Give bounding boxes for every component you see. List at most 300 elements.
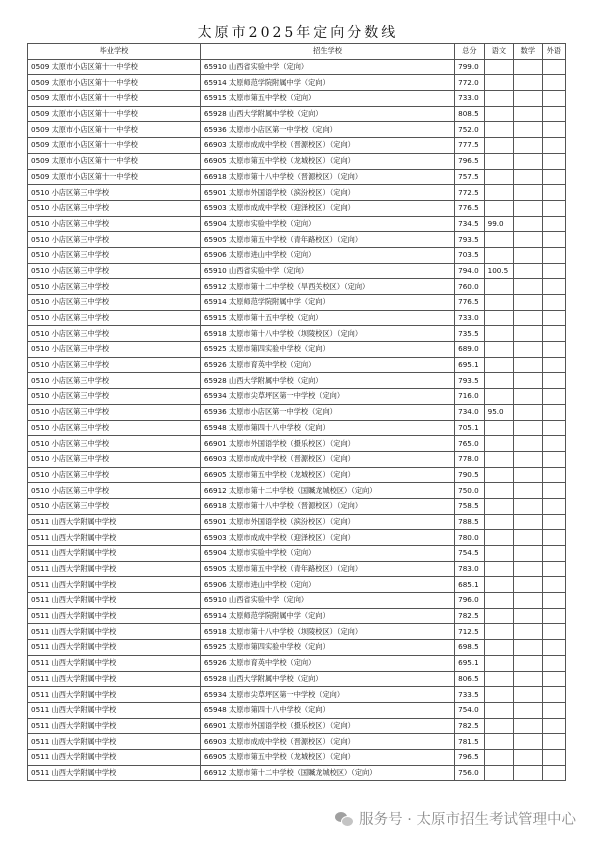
cell-math — [514, 624, 542, 640]
cell-total: 757.5 — [455, 169, 484, 185]
cell-total: 712.5 — [455, 624, 484, 640]
cell-math — [514, 420, 542, 436]
cell-school: 0510 小店区第三中学校 — [28, 373, 201, 389]
cell-recruit: 66901 太原市外国语学校（摄乐校区）（定向） — [200, 436, 454, 452]
cell-total: 758.5 — [455, 498, 484, 514]
cell-foreign — [542, 702, 565, 718]
cell-math — [514, 608, 542, 624]
cell-foreign — [542, 216, 565, 232]
footer-text: 服务号 · 太原市招生考试管理中心 — [359, 812, 576, 828]
cell-chinese — [484, 498, 513, 514]
table-row — [28, 357, 566, 373]
cell-total: 772.0 — [455, 75, 484, 91]
header-total: 总分 — [455, 44, 484, 60]
cell-chinese — [484, 483, 513, 499]
cell-school: 0511 山西大学附属中学校 — [28, 687, 201, 703]
cell-foreign — [542, 169, 565, 185]
cell-school: 0510 小店区第三中学校 — [28, 279, 201, 295]
cell-recruit: 65901 太原市外国语学校（滨汾校区）（定向） — [200, 185, 454, 201]
cell-chinese — [484, 514, 513, 530]
cell-total: 756.0 — [455, 765, 484, 781]
cell-school: 0510 小店区第三中学校 — [28, 498, 201, 514]
table-row — [28, 91, 566, 107]
cell-total: 754.0 — [455, 702, 484, 718]
cell-school: 0510 小店区第三中学校 — [28, 263, 201, 279]
cell-chinese — [484, 342, 513, 358]
cell-math — [514, 687, 542, 703]
cell-math — [514, 169, 542, 185]
table-row — [28, 185, 566, 201]
table-row — [28, 577, 566, 593]
cell-foreign — [542, 655, 565, 671]
cell-foreign — [542, 232, 565, 248]
cell-foreign — [542, 436, 565, 452]
cell-chinese — [484, 373, 513, 389]
cell-math — [514, 498, 542, 514]
cell-total: 734.5 — [455, 216, 484, 232]
table-row — [28, 404, 566, 420]
cell-chinese — [484, 734, 513, 750]
cell-math — [514, 749, 542, 765]
cell-recruit: 65915 太原市第五中学校（定向） — [200, 91, 454, 107]
cell-foreign — [542, 310, 565, 326]
cell-foreign — [542, 577, 565, 593]
cell-total: 750.0 — [455, 483, 484, 499]
cell-school: 0511 山西大学附属中学校 — [28, 624, 201, 640]
table-row — [28, 734, 566, 750]
cell-total: 808.5 — [455, 106, 484, 122]
cell-recruit: 65914 太原师范学院附属中学（定向） — [200, 295, 454, 311]
cell-foreign — [542, 608, 565, 624]
cell-total: 685.1 — [455, 577, 484, 593]
table-row — [28, 702, 566, 718]
cell-foreign — [542, 279, 565, 295]
cell-recruit: 66903 太原市成成中学校（晋源校区）（定向） — [200, 451, 454, 467]
cell-math — [514, 232, 542, 248]
cell-chinese — [484, 718, 513, 734]
cell-recruit: 65905 太原市第五中学校（青年路校区）（定向） — [200, 232, 454, 248]
cell-chinese — [484, 765, 513, 781]
cell-chinese — [484, 200, 513, 216]
wechat-icon — [335, 811, 353, 826]
cell-total: 799.0 — [455, 59, 484, 75]
cell-math — [514, 326, 542, 342]
cell-chinese — [484, 530, 513, 546]
cell-total: 794.0 — [455, 263, 484, 279]
header-chinese: 语文 — [484, 44, 513, 60]
cell-math — [514, 389, 542, 405]
cell-total: 783.0 — [455, 561, 484, 577]
cell-total: 782.5 — [455, 718, 484, 734]
table-row — [28, 279, 566, 295]
table-row — [28, 765, 566, 781]
cell-total: 760.0 — [455, 279, 484, 295]
cell-recruit: 66912 太原市第十二中学校（国贓龙城校区）（定向） — [200, 765, 454, 781]
cell-foreign — [542, 263, 565, 279]
table-row — [28, 232, 566, 248]
cell-total: 689.0 — [455, 342, 484, 358]
cell-total: 695.1 — [455, 357, 484, 373]
cell-total: 735.5 — [455, 326, 484, 342]
cell-total: 705.1 — [455, 420, 484, 436]
table-row — [28, 59, 566, 75]
cell-chinese — [484, 357, 513, 373]
table-row — [28, 106, 566, 122]
cell-chinese — [484, 593, 513, 609]
cell-math — [514, 279, 542, 295]
cell-chinese — [484, 640, 513, 656]
cell-chinese — [484, 702, 513, 718]
cell-chinese — [484, 436, 513, 452]
table-row — [28, 546, 566, 562]
table-row — [28, 138, 566, 154]
cell-math — [514, 561, 542, 577]
cell-math — [514, 483, 542, 499]
table-row — [28, 75, 566, 91]
cell-math — [514, 467, 542, 483]
footer-watermark — [335, 808, 576, 829]
cell-chinese — [484, 749, 513, 765]
cell-school: 0510 小店区第三中学校 — [28, 467, 201, 483]
header-recruit: 招生学校 — [200, 44, 454, 60]
cell-total: 772.5 — [455, 185, 484, 201]
cell-math — [514, 106, 542, 122]
cell-chinese — [484, 138, 513, 154]
cell-foreign — [542, 357, 565, 373]
cell-recruit: 65948 太原市第四十八中学校（定向） — [200, 702, 454, 718]
cell-chinese — [484, 279, 513, 295]
cell-foreign — [542, 498, 565, 514]
cell-school: 0509 太原市小店区第十一中学校 — [28, 91, 201, 107]
cell-chinese — [484, 169, 513, 185]
cell-school: 0511 山西大学附属中学校 — [28, 765, 201, 781]
cell-school: 0511 山西大学附属中学校 — [28, 640, 201, 656]
cell-math — [514, 153, 542, 169]
cell-foreign — [542, 247, 565, 263]
cell-school: 0511 山西大学附属中学校 — [28, 734, 201, 750]
header-school: 毕业学校 — [28, 44, 201, 60]
cell-school: 0511 山西大学附属中学校 — [28, 561, 201, 577]
cell-foreign — [542, 749, 565, 765]
cell-math — [514, 546, 542, 562]
cell-math — [514, 530, 542, 546]
cell-chinese — [484, 106, 513, 122]
cell-school: 0511 山西大学附属中学校 — [28, 577, 201, 593]
cell-math — [514, 436, 542, 452]
table-row — [28, 247, 566, 263]
cell-total: 698.5 — [455, 640, 484, 656]
cell-recruit: 65928 山西大学附属中学校（定向） — [200, 373, 454, 389]
cell-chinese — [484, 326, 513, 342]
table-row — [28, 514, 566, 530]
table-row — [28, 169, 566, 185]
cell-recruit: 65905 太原市第五中学校（青年路校区）（定向） — [200, 561, 454, 577]
cell-chinese: 99.0 — [484, 216, 513, 232]
cell-math — [514, 75, 542, 91]
cell-recruit: 66918 太原市第十八中学校（晋源校区）（定向） — [200, 498, 454, 514]
cell-total: 796.5 — [455, 749, 484, 765]
table-row — [28, 200, 566, 216]
cell-recruit: 65910 山西省实验中学（定向） — [200, 59, 454, 75]
score-table — [27, 43, 566, 781]
cell-recruit: 65910 山西省实验中学（定向） — [200, 263, 454, 279]
cell-foreign — [542, 514, 565, 530]
cell-math — [514, 671, 542, 687]
cell-math — [514, 593, 542, 609]
cell-recruit: 66912 太原市第十二中学校（国贓龙城校区）（定向） — [200, 483, 454, 499]
cell-recruit: 66901 太原市外国语学校（摄乐校区）（定向） — [200, 718, 454, 734]
cell-school: 0509 太原市小店区第十一中学校 — [28, 75, 201, 91]
cell-foreign — [542, 734, 565, 750]
cell-foreign — [542, 122, 565, 138]
header-math: 数学 — [514, 44, 542, 60]
cell-school: 0510 小店区第三中学校 — [28, 483, 201, 499]
cell-recruit: 66903 太原市成成中学校（晋源校区）（定向） — [200, 734, 454, 750]
cell-foreign — [542, 200, 565, 216]
cell-total: 790.5 — [455, 467, 484, 483]
cell-recruit: 65928 山西大学附属中学校（定向） — [200, 671, 454, 687]
cell-chinese — [484, 655, 513, 671]
cell-total: 733.0 — [455, 91, 484, 107]
cell-recruit: 65926 太原市育英中学校（定向） — [200, 357, 454, 373]
table-row — [28, 122, 566, 138]
cell-math — [514, 310, 542, 326]
table-row — [28, 498, 566, 514]
cell-math — [514, 640, 542, 656]
cell-foreign — [542, 138, 565, 154]
table-row — [28, 640, 566, 656]
cell-math — [514, 718, 542, 734]
cell-total: 776.5 — [455, 295, 484, 311]
table-row — [28, 530, 566, 546]
cell-recruit: 65904 太原市实验中学校（定向） — [200, 546, 454, 562]
cell-school: 0509 太原市小店区第十一中学校 — [28, 59, 201, 75]
cell-total: 788.5 — [455, 514, 484, 530]
cell-total: 777.5 — [455, 138, 484, 154]
cell-math — [514, 216, 542, 232]
cell-math — [514, 59, 542, 75]
cell-foreign — [542, 389, 565, 405]
cell-school: 0509 太原市小店区第十一中学校 — [28, 153, 201, 169]
table-row — [28, 420, 566, 436]
cell-chinese: 100.5 — [484, 263, 513, 279]
cell-school: 0511 山西大学附属中学校 — [28, 514, 201, 530]
cell-foreign — [542, 91, 565, 107]
cell-school: 0509 太原市小店区第十一中学校 — [28, 122, 201, 138]
cell-total: 703.5 — [455, 247, 484, 263]
table-row — [28, 436, 566, 452]
table-row — [28, 624, 566, 640]
table-row — [28, 561, 566, 577]
table-row — [28, 310, 566, 326]
cell-chinese — [484, 153, 513, 169]
table-row — [28, 153, 566, 169]
table-header-row — [28, 44, 566, 60]
cell-total: 781.5 — [455, 734, 484, 750]
table-body — [28, 59, 566, 781]
cell-foreign — [542, 326, 565, 342]
cell-recruit: 65906 太原市进山中学校（定向） — [200, 247, 454, 263]
cell-school: 0510 小店区第三中学校 — [28, 326, 201, 342]
cell-foreign — [542, 59, 565, 75]
cell-chinese — [484, 389, 513, 405]
cell-total: 778.0 — [455, 451, 484, 467]
cell-school: 0510 小店区第三中学校 — [28, 451, 201, 467]
table-row — [28, 467, 566, 483]
cell-chinese — [484, 687, 513, 703]
cell-chinese — [484, 608, 513, 624]
cell-chinese — [484, 59, 513, 75]
cell-chinese — [484, 232, 513, 248]
cell-chinese — [484, 75, 513, 91]
cell-school: 0510 小店区第三中学校 — [28, 185, 201, 201]
cell-foreign — [542, 624, 565, 640]
cell-math — [514, 263, 542, 279]
cell-foreign — [542, 483, 565, 499]
cell-math — [514, 138, 542, 154]
table-row — [28, 295, 566, 311]
cell-recruit: 65903 太原市成成中学校（迎泽校区）（定向） — [200, 530, 454, 546]
cell-recruit: 66918 太原市第十八中学校（晋源校区）（定向） — [200, 169, 454, 185]
cell-total: 780.0 — [455, 530, 484, 546]
cell-recruit: 66905 太原市第五中学校（龙城校区）（定向） — [200, 749, 454, 765]
cell-foreign — [542, 342, 565, 358]
cell-school: 0510 小店区第三中学校 — [28, 232, 201, 248]
cell-recruit: 65934 太原市尖草坪区第一中学校（定向） — [200, 687, 454, 703]
cell-math — [514, 357, 542, 373]
cell-total: 716.0 — [455, 389, 484, 405]
cell-foreign — [542, 467, 565, 483]
cell-chinese — [484, 310, 513, 326]
cell-total: 733.5 — [455, 687, 484, 703]
cell-school: 0510 小店区第三中学校 — [28, 357, 201, 373]
cell-chinese — [484, 561, 513, 577]
cell-recruit: 65910 山西省实验中学（定向） — [200, 593, 454, 609]
table-row — [28, 483, 566, 499]
cell-total: 765.0 — [455, 436, 484, 452]
cell-foreign — [542, 185, 565, 201]
cell-school: 0511 山西大学附属中学校 — [28, 655, 201, 671]
cell-total: 782.5 — [455, 608, 484, 624]
cell-total: 796.5 — [455, 153, 484, 169]
cell-school: 0511 山西大学附属中学校 — [28, 749, 201, 765]
cell-total: 806.5 — [455, 671, 484, 687]
cell-math — [514, 122, 542, 138]
cell-recruit: 65903 太原市成成中学校（迎泽校区）（定向） — [200, 200, 454, 216]
cell-chinese — [484, 451, 513, 467]
cell-math — [514, 185, 542, 201]
cell-recruit: 65901 太原市外国语学校（滨汾校区）（定向） — [200, 514, 454, 530]
table-row — [28, 749, 566, 765]
cell-school: 0510 小店区第三中学校 — [28, 295, 201, 311]
cell-chinese — [484, 185, 513, 201]
cell-school: 0509 太原市小店区第十一中学校 — [28, 169, 201, 185]
table-row — [28, 326, 566, 342]
cell-school: 0510 小店区第三中学校 — [28, 436, 201, 452]
cell-foreign — [542, 530, 565, 546]
table-row — [28, 718, 566, 734]
cell-total: 695.1 — [455, 655, 484, 671]
table-row — [28, 342, 566, 358]
cell-chinese — [484, 420, 513, 436]
cell-school: 0510 小店区第三中学校 — [28, 389, 201, 405]
cell-chinese — [484, 91, 513, 107]
cell-recruit: 66905 太原市第五中学校（龙城校区）（定向） — [200, 467, 454, 483]
cell-school: 0510 小店区第三中学校 — [28, 310, 201, 326]
cell-recruit: 65904 太原市实验中学校（定向） — [200, 216, 454, 232]
cell-chinese — [484, 295, 513, 311]
cell-foreign — [542, 404, 565, 420]
cell-chinese — [484, 467, 513, 483]
table-row — [28, 655, 566, 671]
header-foreign: 外语 — [542, 44, 565, 60]
cell-total: 793.5 — [455, 373, 484, 389]
cell-foreign — [542, 420, 565, 436]
cell-foreign — [542, 75, 565, 91]
cell-chinese — [484, 247, 513, 263]
cell-math — [514, 765, 542, 781]
cell-recruit: 65928 山西大学附属中学校（定向） — [200, 106, 454, 122]
cell-foreign — [542, 640, 565, 656]
cell-school: 0511 山西大学附属中学校 — [28, 593, 201, 609]
cell-foreign — [542, 671, 565, 687]
cell-recruit: 65914 太原师范学院附属中学（定向） — [200, 608, 454, 624]
cell-recruit: 65925 太原市第四实验中学校（定向） — [200, 640, 454, 656]
cell-recruit: 66905 太原市第五中学校（龙城校区）（定向） — [200, 153, 454, 169]
cell-foreign — [542, 687, 565, 703]
cell-foreign — [542, 561, 565, 577]
cell-foreign — [542, 373, 565, 389]
cell-math — [514, 247, 542, 263]
cell-total: 752.0 — [455, 122, 484, 138]
cell-recruit: 65912 太原市第十二中学校（旱西关校区）（定向） — [200, 279, 454, 295]
cell-recruit: 65936 太原市小店区第一中学校（定向） — [200, 122, 454, 138]
cell-math — [514, 295, 542, 311]
cell-recruit: 66903 太原市成成中学校（晋源校区）（定向） — [200, 138, 454, 154]
cell-math — [514, 404, 542, 420]
cell-math — [514, 702, 542, 718]
table-row — [28, 216, 566, 232]
cell-recruit: 65915 太原市第十五中学校（定向） — [200, 310, 454, 326]
cell-school: 0510 小店区第三中学校 — [28, 342, 201, 358]
cell-math — [514, 577, 542, 593]
cell-school: 0510 小店区第三中学校 — [28, 200, 201, 216]
cell-school: 0511 山西大学附属中学校 — [28, 608, 201, 624]
cell-school: 0511 山西大学附属中学校 — [28, 530, 201, 546]
cell-school: 0510 小店区第三中学校 — [28, 247, 201, 263]
cell-foreign — [542, 295, 565, 311]
cell-recruit: 65906 太原市进山中学校（定向） — [200, 577, 454, 593]
cell-math — [514, 451, 542, 467]
cell-school: 0509 太原市小店区第十一中学校 — [28, 138, 201, 154]
table-row — [28, 389, 566, 405]
cell-total: 754.5 — [455, 546, 484, 562]
table-row — [28, 687, 566, 703]
cell-recruit: 65936 太原市小店区第一中学校（定向） — [200, 404, 454, 420]
cell-total: 796.0 — [455, 593, 484, 609]
cell-recruit: 65925 太原市第四实验中学校（定向） — [200, 342, 454, 358]
cell-school: 0511 山西大学附属中学校 — [28, 546, 201, 562]
cell-school: 0510 小店区第三中学校 — [28, 404, 201, 420]
cell-foreign — [542, 593, 565, 609]
cell-math — [514, 200, 542, 216]
cell-foreign — [542, 153, 565, 169]
table-row — [28, 373, 566, 389]
cell-foreign — [542, 765, 565, 781]
cell-chinese — [484, 671, 513, 687]
cell-math — [514, 373, 542, 389]
cell-math — [514, 342, 542, 358]
